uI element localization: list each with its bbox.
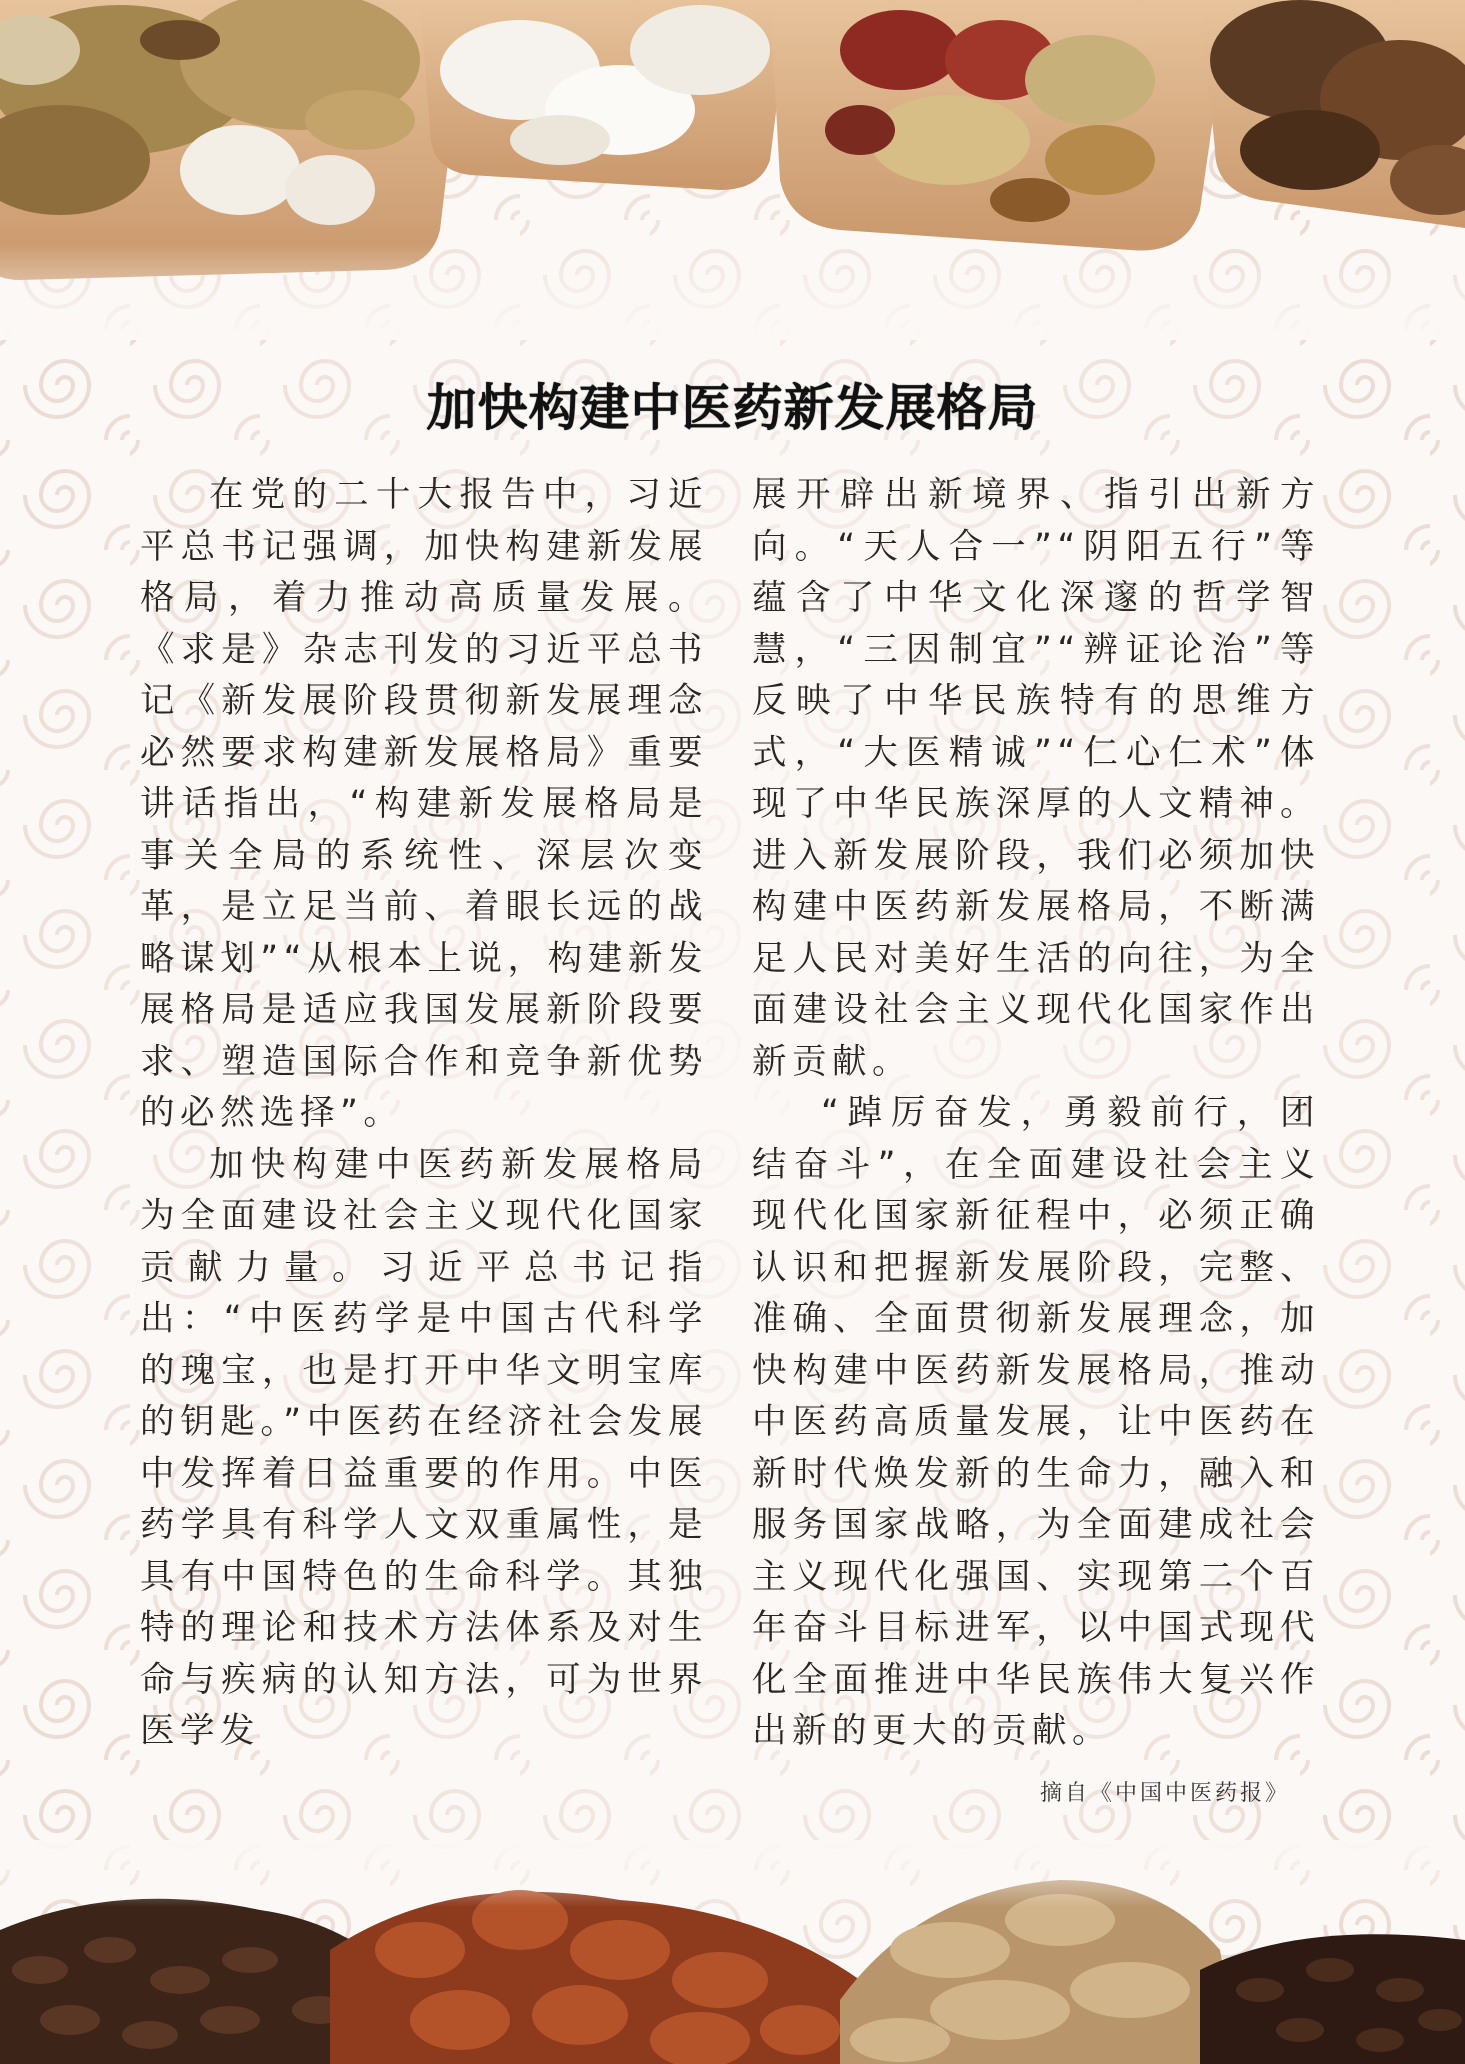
paragraph-2: 加快构建中医药新发展格局为全面建设社会主义现代化国家贡献力量。习近平总书记指出：“中医药学是中国古代科学的瑰宝，也是打开中华文明宝库的钥匙。”中医药在经济社会发展中发挥着日益重要的作用。中医药学具有科学人文双重属性，是具有中国特色的生命科学。其独特的理论和技术方法体系及对生命与疾病的认知方法，可为世界医学发 <box>140 1144 708 1751</box>
left-column <box>140 470 708 1758</box>
paragraph-3: “踔厉奋发，勇毅前行，团结奋斗”，在全面建设社会主义现代化国家新征程中，必须正确认识和把握新发展阶段，完整、准确、全面贯彻新发展理念，加快构建中医药新发展格局，推动中医药高质量发展，让中医药在新时代焕发新的生命力，融入和服务国家战略，为全面建成社会主义现代化强国、实现第二个百年奋斗目标进军，以中国式现代化全面推进中华民族伟大复兴作出新的更大的贡献。 <box>752 1093 1320 1751</box>
source-attribution: 摘自《中国中医药报》 <box>1040 1781 1291 1806</box>
article-title: 加快构建中医药新发展格局 <box>426 378 1039 437</box>
bottom-herb-photo <box>0 1840 1465 2064</box>
top-herb-photo <box>0 0 1465 340</box>
right-column <box>752 470 1320 1758</box>
paragraph-1: 在党的二十大报告中，习近平总书记强调，加快构建新发展格局，着力推动高质量发展。《求是》杂志刊发的习近平总书记《新发展阶段贯彻新发展理念必然要求构建新发展格局》重要讲话指出，“构建新发展格局是事关全局的系统性、深层次变革，是立足当前、着眼长远的战略谋划”“从根本上说，构建新发展格局是适应我国发展新阶段要求、塑造国际合作和竞争新优势的必然选择”。 <box>140 475 708 1133</box>
paragraph-2-continued: 展开辟出新境界、指引出新方向。“天人合一”“阴阳五行”等蕴含了中华文化深邃的哲学智慧，“三因制宜”“辨证论治”等反映了中华民族特有的思维方式，“大医精诚”“仁心仁术”体现了中华民族深厚的人文精神。进入新发展阶段，我们必须加快构建中医药新发展格局，不断满足人民对美好生活的向往，为全面建设社会主义现代化国家作出新贡献。 <box>752 475 1320 1082</box>
